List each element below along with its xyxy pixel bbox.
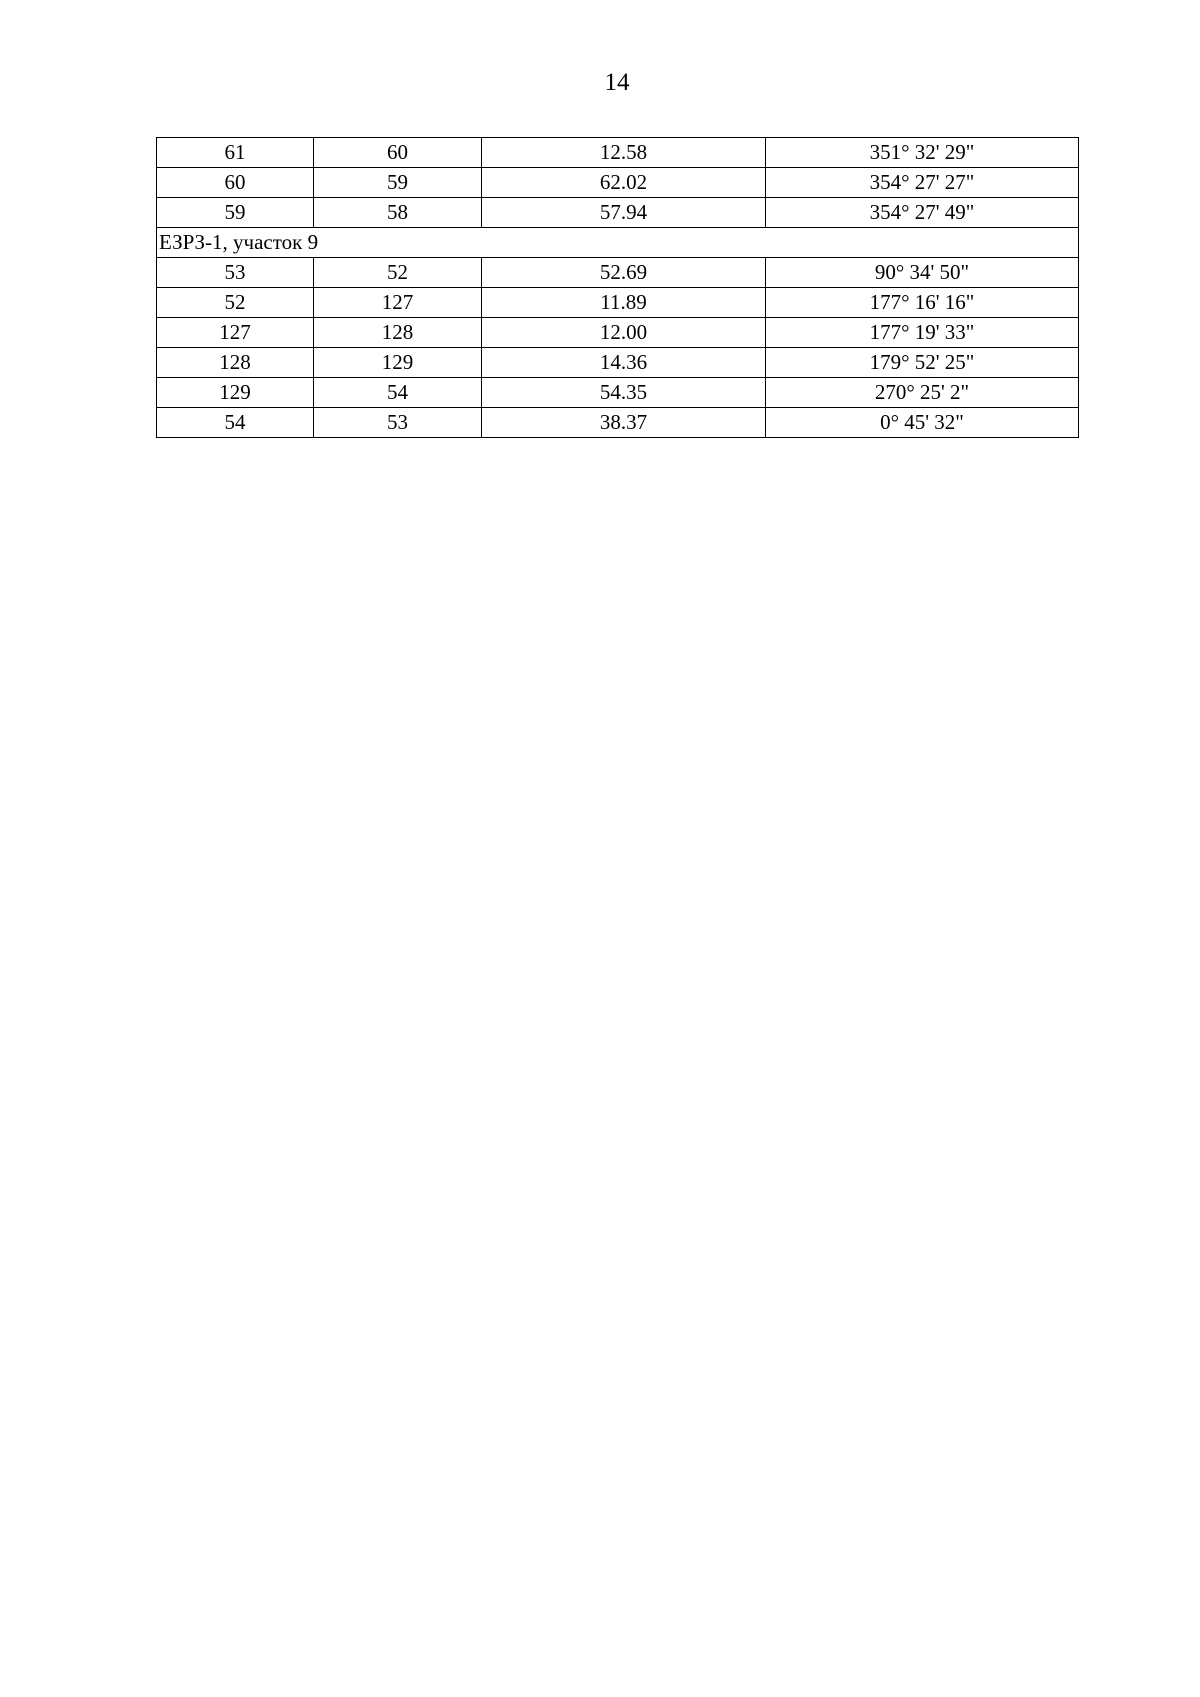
length-cell: 12.58 [482, 138, 766, 168]
bearing-cell: 0° 45' 32" [766, 408, 1079, 438]
bearing-cell: 179° 52' 25" [766, 348, 1079, 378]
section-title: ЕЗРЗ-1, участок 9 [157, 228, 1079, 258]
length-cell: 12.00 [482, 318, 766, 348]
from-point-cell: 59 [157, 198, 314, 228]
to-point-cell: 60 [314, 138, 482, 168]
length-cell: 11.89 [482, 288, 766, 318]
to-point-cell: 54 [314, 378, 482, 408]
bearing-cell: 351° 32' 29" [766, 138, 1079, 168]
to-point-cell: 129 [314, 348, 482, 378]
to-point-cell: 58 [314, 198, 482, 228]
bearing-cell: 354° 27' 27" [766, 168, 1079, 198]
table-row [157, 348, 1079, 378]
table-row [157, 378, 1079, 408]
from-point-cell: 54 [157, 408, 314, 438]
from-point-cell: 127 [157, 318, 314, 348]
length-cell: 52.69 [482, 258, 766, 288]
table-row [157, 168, 1079, 198]
to-point-cell: 53 [314, 408, 482, 438]
table-row [157, 138, 1079, 168]
from-point-cell: 61 [157, 138, 314, 168]
to-point-cell: 127 [314, 288, 482, 318]
table-row [157, 318, 1079, 348]
table-row [157, 408, 1079, 438]
length-cell: 57.94 [482, 198, 766, 228]
from-point-cell: 128 [157, 348, 314, 378]
to-point-cell: 59 [314, 168, 482, 198]
from-point-cell: 53 [157, 258, 314, 288]
table-row [157, 288, 1079, 318]
bearing-cell: 177° 16' 16" [766, 288, 1079, 318]
bearing-cell: 177° 19' 33" [766, 318, 1079, 348]
section-header-row [157, 228, 1079, 258]
from-point-cell: 129 [157, 378, 314, 408]
table-row [157, 258, 1079, 288]
table-row [157, 198, 1079, 228]
length-cell: 14.36 [482, 348, 766, 378]
to-point-cell: 52 [314, 258, 482, 288]
bearing-cell: 270° 25' 2" [766, 378, 1079, 408]
from-point-cell: 60 [157, 168, 314, 198]
to-point-cell: 128 [314, 318, 482, 348]
page-number: 14 [604, 69, 630, 96]
bearing-cell: 354° 27' 49" [766, 198, 1079, 228]
bearing-cell: 90° 34' 50" [766, 258, 1079, 288]
length-cell: 54.35 [482, 378, 766, 408]
boundary-segments-table [156, 137, 1079, 438]
length-cell: 62.02 [482, 168, 766, 198]
from-point-cell: 52 [157, 288, 314, 318]
length-cell: 38.37 [482, 408, 766, 438]
